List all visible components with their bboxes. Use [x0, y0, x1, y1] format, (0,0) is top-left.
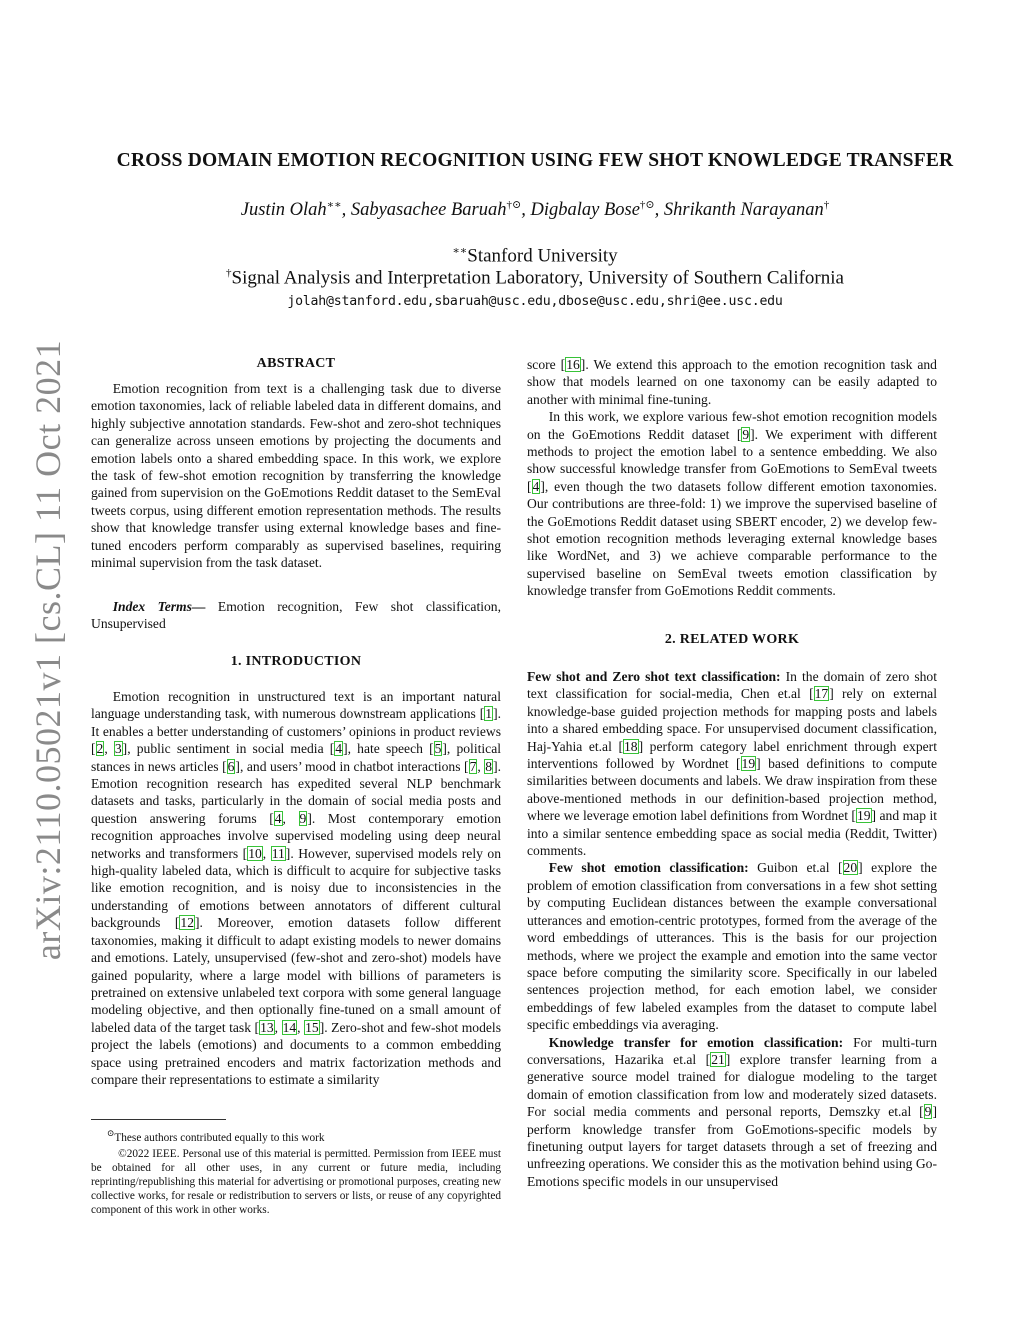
author-mark: † [823, 199, 830, 211]
author-mark: ∗∗ [326, 199, 342, 211]
citation-link[interactable]: 21 [711, 1051, 725, 1067]
citation-link[interactable]: 4 [532, 478, 540, 494]
affiliation-stanford [60, 244, 1010, 267]
citation-link[interactable]: 7 [469, 758, 477, 774]
introduction-continued-p2: In this work, we explore various few-shot emotion recognition models on the GoEmotions Reddit dataset [9]. We experiment with different methods to project the emotion label to a sentence embedding. We also show successful knowledge transfer from GoEmotions to SemEval tweets [4], even though the two datasets follow different emotion taxonomies. Our contributions are three-fold: 1) we improve the supervised baseline of the GoEmotions Reddit dataset using SBERT encoder, 2) we develop few-shot emotion recognition methods leveraging external knowledge bases like WordNet, and 3) we achieve comparable performance to the supervised baseline on SemEval tweets emotion classification by knowledge transfer from GoEmotions Reddit comments. [527, 409, 937, 599]
introduction-heading: 1. INTRODUCTION [230, 654, 362, 669]
related-work-heading: 2. RELATED WORK [664, 632, 800, 647]
citation-link[interactable]: 2 [96, 741, 104, 757]
author-name: Shrikanth Narayanan [663, 200, 824, 221]
citation-link[interactable]: 18 [623, 738, 638, 754]
citation-link[interactable]: 11 [271, 845, 285, 861]
affiliation-text: Stanford University [467, 245, 618, 267]
affiliation-usc [60, 267, 1010, 289]
citation-link[interactable]: 8 [485, 758, 493, 774]
author-mark: †⊙ [506, 199, 522, 211]
related-work-p2-text: Guibon et.al [20] explore the problem of emotion classification from conversations in a few shot setting by computing Euclidean distances between the example conversational utterances and emotion-centric prototypes, formed from the average of the word embeddings of utterances. This is the basis for our projection methods, where we project the example and emotion into the same vector space before computing the similarity score. Specifically in our labeled sentences projection method, for each emotion label, we consider embeddings of few labeled examples from the dataset to compute label specific embeddings via averaging. [527, 860, 938, 1033]
citation-link[interactable]: 17 [814, 686, 829, 702]
introduction-continued [527, 356, 937, 600]
abstract-heading: ABSTRACT [256, 356, 336, 371]
related-work-p2-head: Few shot emotion classification: [548, 860, 749, 876]
abstract-body [91, 380, 501, 571]
citation-link[interactable]: 9 [924, 1104, 932, 1120]
related-work-p1-head: Few shot and Zero shot text classification: [527, 669, 781, 684]
footnote-mark: ⊙ [106, 1128, 115, 1138]
index-terms-text: Emotion recognition, Few shot classification, Unsupervised [91, 599, 501, 632]
author-mark: †⊙ [639, 199, 655, 211]
related-work-p3-head: Knowledge transfer for emotion classification: [548, 1034, 844, 1050]
citation-link[interactable]: 16 [566, 357, 580, 372]
citation-link[interactable]: 9 [742, 426, 750, 442]
introduction-paragraph: Emotion recognition in unstructured text is an important natural language understanding task, with numerous downstream applications [1]. It enables a better understanding of customers’ opinions in product reviews [2, 3], public sentiment in social media [4], hate speech [5], political stances in news articles [6], and users’ mood in chatbot interactions [7, 8]. Emotion recognition research has expedited several NLP benchmark datasets and tasks, particularly in the domain of social media posts and question answering forums [4, 9]. Most contemporary emotion recognition approaches involve supervised modeling using deep neural networks and transformers [10, 11]. However, supervised models rely on high-quality labeled data, which is difficult to acquire for subjective tasks like emotion recognition, and is noisy due to inconsistencies in the understanding of emotions between annotators of different cultural backgrounds [12]. Moreover, emotion datasets follow different taxonomies, making it difficult to adapt existing models to newer domains and emotions. Lately, unsupervised (few-shot and zero-shot) models have gained popularity, where a large model with billions of parameters is pretrained on extensive unlabeled text corpora with some general language modeling objective, and then optionally fine-tuned on a small amount of labeled data of the target task [13, 14, 15]. Zero-shot and few-shot models project the labels (emotions) and documents to a common embedding space using pretrained encoders and matrix factorization methods and compare their representations to estimate a similarity [91, 689, 502, 1087]
citation-link[interactable]: 4 [274, 810, 282, 826]
footnote-copyright: ©2022 IEEE. Personal use of this material is permitted. Permission from IEEE must be obtained for all other uses, in any current or future media, including reprinting/republishing this material for advertising or promotional purposes, creating new collective works, for resale or redistribution to servers or lists, or reuse of any copyrighted component of this work in other works. [91, 1147, 501, 1217]
related-work-p2 [527, 859, 937, 1033]
citation-link[interactable]: 15 [305, 1019, 319, 1035]
index-terms-label: Index Terms— [112, 599, 206, 614]
related-work-p1-text: In the domain of zero shot text classification for social-media, Chen et.al [17] rely on external knowledge-base guided projection methods for mapping posts and labels into a shared embedding space. For unsupervised document classification, Haj-Yahia et.al [18] perform category label enrichment through expert interventions followed by Wordnet [19] based definitions to compute similarities between documents and labels. We draw inspiration from these above-mentioned methods in our definition-based projection method, where we leverage emotion label definitions from Wordnet [19] and map it into a similar sentence embedding space as social media (Reddit, Twitter) comments. [527, 669, 937, 859]
related-work-p1 [527, 668, 937, 859]
citation-link[interactable]: 13 [260, 1019, 274, 1035]
footnotes [91, 1119, 501, 1217]
introduction-continued-p1: score [16]. We extend this approach to the emotion recognition task and show that models learned on one taxonomy can be easily adapted to another with minimal fine-tuning. [527, 357, 937, 407]
footnote-equal-contribution [91, 1126, 501, 1145]
author-list: Justin Olah∗∗, Sabyasachee Baruah†⊙, Digbalay Bose†⊙, Shrikanth Narayanan† [240, 199, 830, 221]
citation-link[interactable]: 19 [741, 756, 756, 772]
affiliation-mark: ∗∗ [452, 245, 468, 257]
related-work-p3-text: For multi-turn conversations, Hazarika et.al [21] explore transfer learning from a generative source model trained for dialogue modeling to the target domain of emotion classification from low and moderately sized datasets. For social media comments and personal reports, Demszky et.al [9] perform knowledge transfer from GoEmotions-specific models by finetuning output layers for target datasets through a set of freezing and unfreezing operations. We consider this as the motivation behind using Go-Emotions specific models in our unsupervised [527, 1034, 938, 1189]
author-name: Justin Olah [240, 200, 327, 221]
author-emails: jolah@stanford.edu,sbaruah@usc.edu,dbose@usc.edu,shri@ee.usc.edu [287, 294, 783, 309]
citation-link[interactable]: 12 [180, 915, 194, 931]
citation-link[interactable]: 6 [227, 758, 235, 774]
citation-link[interactable]: 19 [856, 808, 871, 824]
arxiv-id: arXiv:2110.05021v1 [cs.CL] 11 Oct 2021 [28, 339, 68, 961]
citation-link[interactable]: 20 [843, 860, 858, 876]
citation-link[interactable]: 9 [299, 810, 307, 826]
citation-link[interactable]: 4 [335, 741, 343, 757]
citation-link[interactable]: 3 [114, 741, 122, 757]
author-name: Digbalay Bose [530, 200, 640, 221]
citation-link[interactable]: 5 [434, 741, 442, 757]
related-work-body [527, 668, 937, 1190]
affiliation-mark: † [226, 267, 232, 279]
related-work-p3 [527, 1034, 937, 1191]
author-name: Sabyasachee Baruah [350, 200, 507, 221]
introduction-body [91, 688, 501, 1088]
affiliation-text: Signal Analysis and Interpretation Laboratory, University of Southern California [231, 267, 844, 289]
citation-link[interactable]: 10 [248, 845, 262, 861]
index-terms [91, 598, 501, 633]
citation-link[interactable]: 14 [282, 1019, 297, 1035]
paper-title: CROSS DOMAIN EMOTION RECOGNITION USING FEW SHOT KNOWLEDGE TRANSFER [116, 150, 954, 171]
footnote-rule [91, 1119, 226, 1120]
citation-link[interactable]: 1 [485, 706, 493, 722]
abstract-text: Emotion recognition from text is a challenging task due to diverse emotion taxonomies, lack of reliable labeled data in different domains, and highly subjective annotation standards. Few-shot and zero-shot techniques can generalize across unseen emotions by projecting the documents and emotion labels onto a shared embedding space. In this work, we explore the task of few-shot emotion recognition by transferring the knowledge gained from supervision on the GoEmotions Reddit dataset to the SemEval tweets corpus, using different emotion representation methods. The results show that knowledge transfer using external knowledge bases and fine-tuned encoders perform comparably as supervised baselines, requiring minimal supervision from the task dataset. [91, 381, 501, 571]
footnote-text: These authors contributed equally to this work [114, 1131, 325, 1144]
